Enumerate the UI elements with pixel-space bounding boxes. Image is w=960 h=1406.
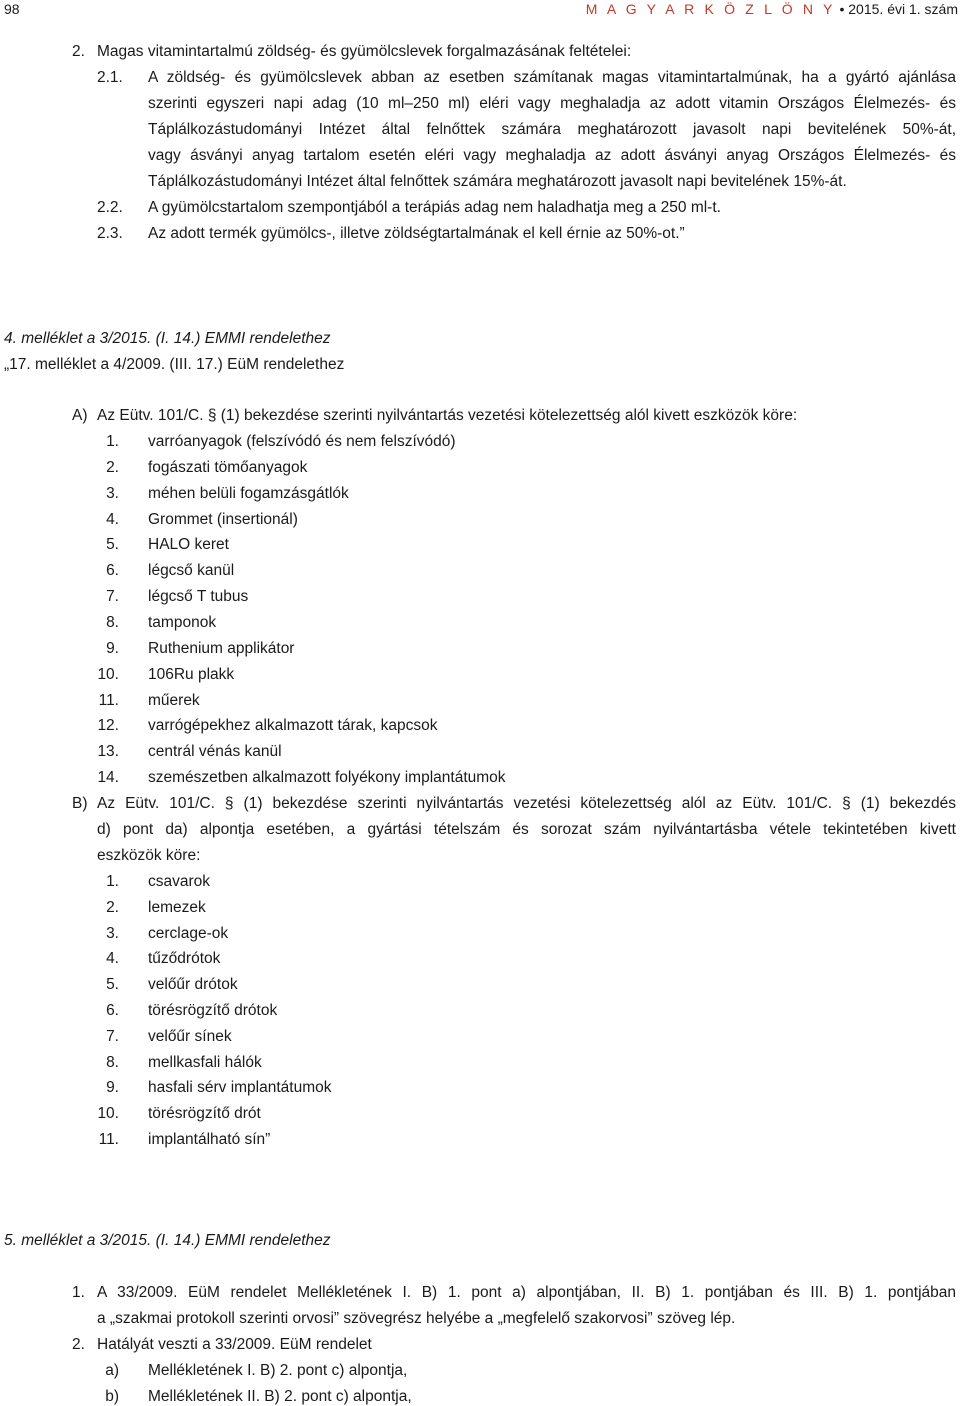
para-2-1-line: szerinti egyszeri napi adag (10 ml–250 ml) eléri vagy meghaladja az adott vitamin Országos Élelmezés- és (148, 95, 956, 112)
list-a-item-number: 8. (106, 613, 119, 631)
annex-5-para-1-line: A 33/2009. EüM rendelet Mellékletének I. B) 1. pont a) alpontjában, II. B) 1. pontjában és III. B) 1. pontjában (97, 1284, 956, 1301)
list-b-item-text: mellkasfali hálók (148, 1053, 262, 1071)
list-b-item-number: 9. (106, 1079, 119, 1097)
journal-name: M A G Y A R K Ö Z L Ö N Y (585, 1, 836, 17)
annex-5-para-1-line: a „szakmai protokoll szerinti orvosi” szövegrész helyébe a „megfelelő szakorvosi” szöveg lép. (97, 1310, 736, 1327)
list-b-heading-line: Az Eütv. 101/C. § (1) bekezdése szerinti nyilvántartás vezetési kötelezettség alól az Eütv. 101/C. § (1) bekezdés (97, 795, 956, 812)
annex-5-para-2-number: 2. (72, 1336, 85, 1353)
list-a-item-text: szemészetben alkalmazott folyékony implantátumok (148, 769, 506, 787)
list-a-item-text: 106Ru plakk (148, 665, 235, 683)
list-b-item-number: 8. (106, 1053, 119, 1071)
list-b-item-number: 3. (106, 924, 119, 942)
para-2-2-number: 2.2. (97, 199, 123, 216)
section-2-title: Magas vitamintartalmú zöldség- és gyümölcslevek forgalmazásának feltételei: (97, 43, 632, 60)
para-2-1-line: A zöldség- és gyümölcslevek abban az esetben számítanak magas vitamintartalmúnak, ha a gyártó ajánlása (148, 69, 956, 86)
list-c-item-number: b) (105, 1388, 119, 1405)
page-number: 98 (4, 1, 20, 17)
list-b-item-number: 6. (106, 1002, 119, 1019)
annex-5-title: 5. melléklet a 3/2015. (I. 14.) EMMI rendelethez (4, 1232, 331, 1249)
list-a-item-text: centrál vénás kanül (148, 743, 282, 761)
list-a-item-text: tamponok (148, 613, 217, 631)
list-a-item-number: 5. (106, 536, 119, 554)
issue-label: 2015. évi 1. szám (848, 1, 958, 17)
list-b-item-number: 7. (106, 1027, 119, 1045)
list-a-item-number: 6. (106, 562, 119, 580)
list-a-item-number: 7. (106, 588, 119, 606)
para-2-3-text: Az adott termék gyümölcs-, illetve zöldségtartalmának el kell érnie az 50%-ot.” (148, 225, 685, 242)
list-b-heading-line: d) pont da) alpontja esetében, a gyártási tételszám és sorozat szám nyilvántartásba vétele tekintetében kivett (97, 821, 956, 838)
list-a-item-text: méhen belüli fogamzásgátlók (148, 484, 349, 502)
list-a-item-number: 13. (97, 743, 119, 761)
list-a-item-number: 14. (97, 769, 119, 787)
list-c-item-text: Mellékletének I. B) 2. pont c) alpontja, (148, 1362, 408, 1379)
header-bullet: • (839, 1, 845, 17)
list-a-item-number: 11. (98, 691, 119, 709)
list-b-item-text: hasfali sérv implantátumok (148, 1079, 332, 1097)
list-a-item-text: fogászati tömőanyagok (148, 458, 308, 476)
list-b-item-text: törésrögzítő drótok (148, 1002, 278, 1019)
list-b-item-number: 4. (106, 950, 119, 968)
list-a-item-text: műerek (148, 691, 200, 709)
list-b-item-text: törésrögzítő drót (148, 1105, 261, 1123)
annex-4-title: 4. melléklet a 3/2015. (I. 14.) EMMI rendelethez (4, 330, 331, 347)
list-b-item-number: 5. (106, 976, 119, 994)
list-b-heading-line: eszközök köre: (97, 847, 201, 864)
list-a-heading: Az Eütv. 101/C. § (1) bekezdése szerinti nyilvántartás vezetési kötelezettség alól kivett eszközök köre: (97, 407, 798, 424)
list-b-item-text: lemezek (148, 898, 206, 916)
annex-5-para-1-number: 1. (72, 1284, 85, 1301)
list-a-label: A) (72, 407, 88, 424)
list-b-item-text: tűződrótok (148, 950, 221, 968)
list-c-item-text: Mellékletének II. B) 2. pont c) alpontja, (148, 1388, 412, 1405)
list-b-label: B) (72, 795, 88, 812)
list-b-item-text: velőűr sínek (148, 1027, 232, 1045)
para-2-1-line: Táplálkozástudományi Intézet által felnőttek számára meghatározott javasolt napi bevitelének 50%-át, (148, 121, 956, 138)
list-a-item-text: légcső kanül (148, 562, 235, 580)
para-2-1-number: 2.1. (97, 69, 123, 86)
list-b-item-text: cerclage-ok (148, 924, 229, 942)
annex-4-subtitle: „17. melléklet a 4/2009. (III. 17.) EüM rendelethez (4, 356, 345, 373)
list-a-item-number: 9. (106, 639, 119, 657)
list-b-item-number: 1. (106, 873, 119, 890)
list-a-item-number: 10. (97, 665, 119, 683)
list-b-item-number: 2. (106, 898, 119, 916)
list-b-item-text: implantálható sín” (148, 1131, 271, 1148)
list-a-item-number: 4. (106, 510, 119, 528)
list-a-item-text: Ruthenium applikátor (148, 639, 295, 657)
para-2-2-text: A gyümölcstartalom szempontjából a terápiás adag nem haladhatja meg a 250 ml-t. (148, 199, 721, 216)
list-b-item-text: velőűr drótok (148, 976, 238, 994)
list-a-item-number: 2. (106, 458, 119, 476)
section-2-number: 2. (72, 43, 85, 60)
list-a-item-text: varróanyagok (felszívódó és nem felszívódó) (148, 433, 456, 450)
list-c-item-number: a) (105, 1362, 119, 1379)
list-a-item-text: Grommet (insertionál) (148, 510, 298, 528)
list-a-item-text: HALO keret (148, 536, 229, 554)
list-b-item-number: 11. (98, 1131, 119, 1148)
para-2-1-line: Táplálkozástudományi Intézet által felnőttek számára meghatározott javasolt napi bevitelének 15%-át. (148, 173, 847, 190)
para-2-3-number: 2.3. (97, 225, 123, 242)
list-a-item-number: 3. (106, 484, 119, 502)
running-header (586, 0, 958, 18)
list-b-item-text: csavarok (148, 873, 211, 890)
list-a-item-text: légcső T tubus (148, 588, 249, 606)
list-b-item-number: 10. (97, 1105, 119, 1123)
annex-5-para-2-text: Hatályát veszti a 33/2009. EüM rendelet (97, 1336, 372, 1353)
list-a-item-number: 12. (97, 717, 119, 735)
list-a-item-number: 1. (106, 433, 119, 450)
list-a-item-text: varrógépekhez alkalmazott tárak, kapcsok (148, 717, 438, 735)
para-2-1-line: vagy ásványi anyag tartalom esetén eléri vagy meghaladja az adott ásványi anyag Országos Élelmezés- és (148, 147, 956, 164)
